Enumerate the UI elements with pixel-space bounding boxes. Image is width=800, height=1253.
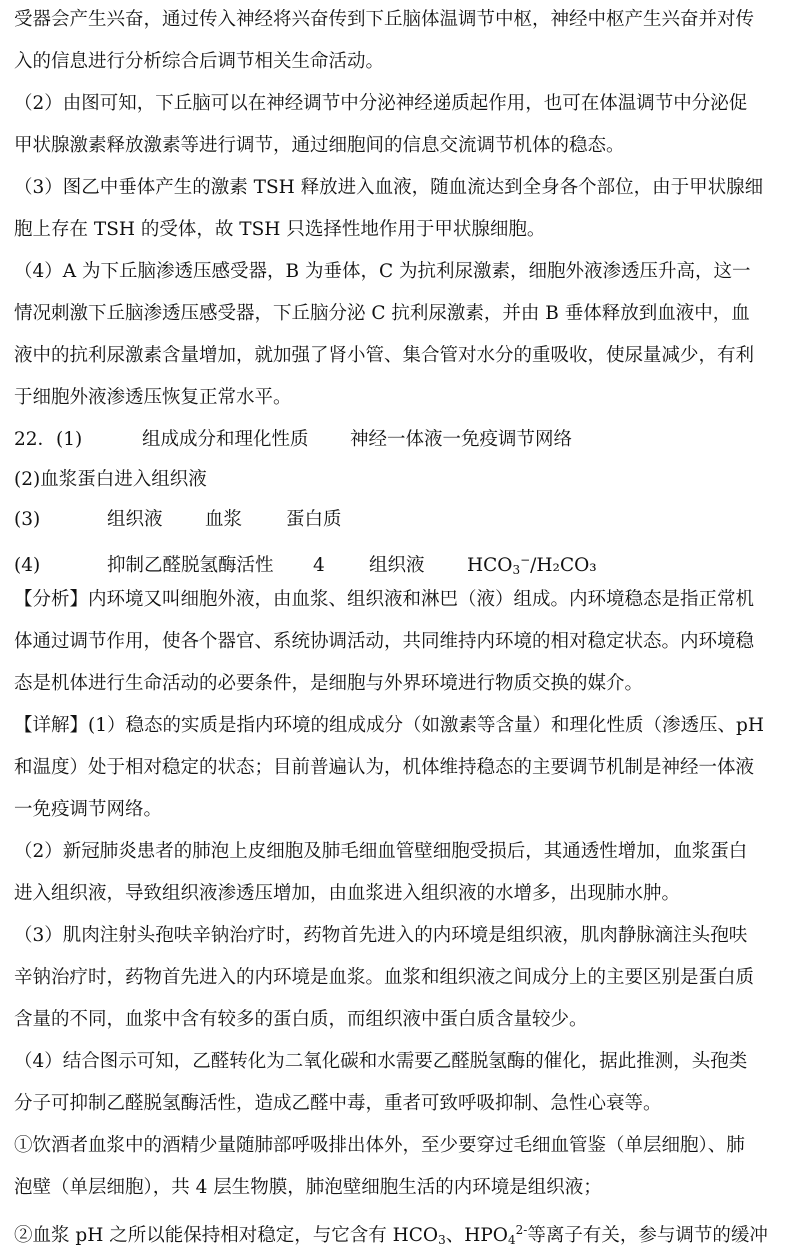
text-line: 甲状腺激素释放激素等进行调节，通过细胞间的信息交流调节机体的稳态。 (14, 135, 625, 156)
answer-value: 神经一体液一免疫调节网络 (350, 429, 573, 450)
text-line: （3）图乙中垂体产生的激素 TSH 释放进入血液，随血流达到全身各个部位，由于甲状腺细 (14, 177, 764, 198)
answer-22-part-2: (2)血浆蛋白进入组织液 (14, 469, 207, 490)
text-line: 胞上存在 TSH 的受体，故 TSH 只选择性地作用于甲状腺细胞。 (14, 219, 546, 240)
detail-line: ①饮酒者血浆中的酒精少量随肺部呼吸排出体外，至少要穿过毛细血管鉴（单层细胞）、肺 (14, 1135, 745, 1156)
detail-line: 【详解】(1）稳态的实质是指内环境的组成成分（如激素等含量）和理化性质（渗透压、pH (14, 715, 764, 736)
detail-line: 和温度）处于相对稳定的状态；目前普遍认为，机体维持稳态的主要调节机制是神经一体液 (14, 757, 755, 778)
answer-22-part-3 (14, 502, 790, 538)
answer-22-part-1 (14, 422, 790, 458)
detail-line: 进入组织液，导致组织液渗透压增加，由血浆进入组织液的水增多，出现肺水肿。 (14, 883, 681, 904)
detail-line-last: ②血浆 pH 之所以能保持相对稳定，与它含有 $HCO_3$、$HPO_4^{2-}$等离子有关，参与调节的缓冲 (14, 1223, 768, 1247)
answer-22-part-4 (14, 542, 790, 578)
answer-value: 组织液 (369, 555, 425, 576)
answer-number: (3) (14, 509, 41, 530)
answer-number: (4) (14, 555, 41, 576)
text-line: 入的信息进行分析综合后调节相关生命活动。 (14, 51, 385, 72)
answer-value: 组织液 (107, 509, 163, 530)
analysis-line: 【分析】内环境又叫细胞外液，由血浆、组织液和淋巴（液）组成。内环境稳态是指正常机 (14, 589, 755, 610)
detail-line: （2）新冠肺炎患者的肺泡上皮细胞及肺毛细血管壁细胞受损后，其通透性增加，血浆蛋白 (14, 841, 748, 862)
answer-number: 22．(1) (14, 429, 83, 450)
text-line: 情况刺激下丘脑渗透压感受器，下丘脑分泌 C 抗利尿激素，并由 B 垂体释放到血液中，血 (14, 303, 750, 324)
detail-line: 含量的不同，血浆中含有较多的蛋白质，而组织液中蛋白质含量较少。 (14, 1009, 588, 1030)
answer-formula: $HCO_3^-$/H₂CO₃ (467, 553, 597, 577)
text-line: 受器会产生兴奋，通过传入神经将兴奋传到下丘脑体温调节中枢，神经中枢产生兴奋并对传 (14, 9, 755, 30)
text-line: （2）由图可知，下丘脑可以在神经调节中分泌神经递质起作用，也可在体温调节中分泌促 (14, 93, 748, 114)
detail-line: （3）肌肉注射头孢呋辛钠治疗时，药物首先进入的内环境是组织液，肌肉静脉滴注头孢呋 (14, 925, 748, 946)
detail-line: 泡壁（单层细胞），共 4 层生物膜，肺泡壁细胞生活的内环境是组织液； (14, 1177, 602, 1198)
analysis-line: 体通过调节作用，使各个器官、系统协调活动，共同维持内环境的相对稳定状态。内环境稳 (14, 631, 755, 652)
analysis-line: 态是机体进行生命活动的必要条件，是细胞与外界环境进行物质交换的媒介。 (14, 673, 644, 694)
answer-value: 组成成分和理化性质 (142, 429, 309, 450)
answer-value: 血浆 (205, 509, 243, 530)
answer-value: 抑制乙醛脱氢酶活性 (107, 555, 274, 576)
text-line: 于细胞外液渗透压恢复正常水平。 (14, 387, 292, 408)
answer-value: 蛋白质 (286, 509, 342, 530)
detail-line: （4）结合图示可知，乙醛转化为二氧化碳和水需要乙醛脱氢酶的催化，据此推测，头孢类 (14, 1051, 748, 1072)
text-line: （4）A 为下丘脑渗透压感受器，B 为垂体，C 为抗利尿激素，细胞外液渗透压升高，这一 (14, 261, 751, 282)
text-line: 液中的抗利尿激素含量增加，就加强了肾小管、集合管对水分的重吸收，使尿量减少，有利 (14, 345, 755, 366)
detail-line: 分子可抑制乙醛脱氢酶活性，造成乙醛中毒，重者可致呼吸抑制、急性心衰等。 (14, 1093, 662, 1114)
answer-value: 4 (313, 555, 325, 576)
detail-line: 一免疫调节网络。 (14, 799, 163, 820)
detail-line: 辛钠治疗时，药物首先进入的内环境是血浆。血浆和组织液之间成分上的主要区别是蛋白质 (14, 967, 755, 988)
